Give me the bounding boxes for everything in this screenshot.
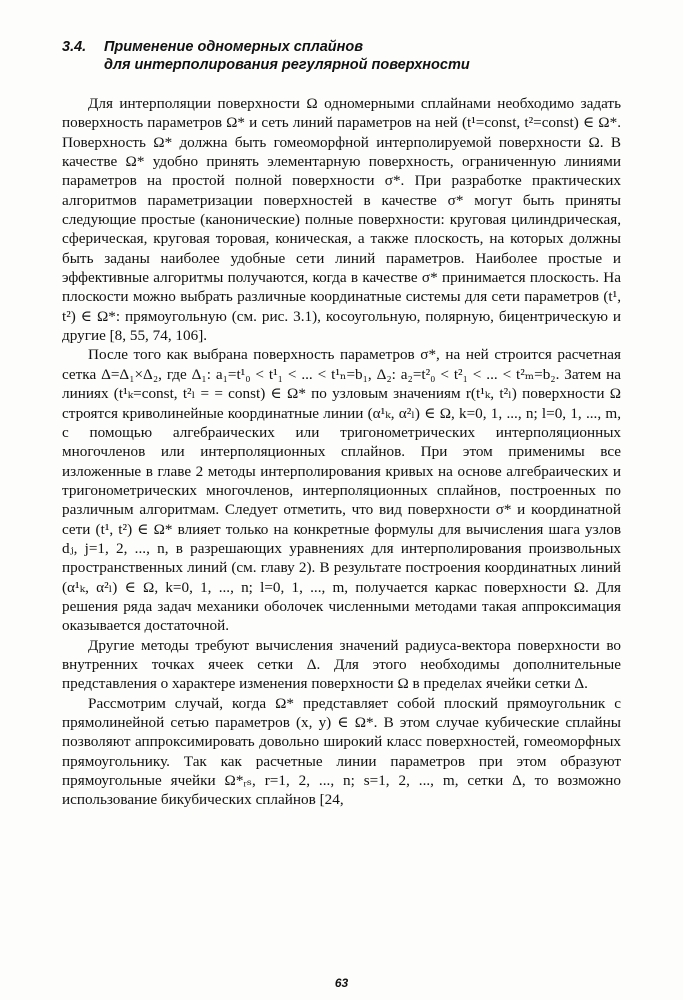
- paragraph-3: Другие методы требуют вычисления значений радиуса-вектора поверхности во внутренних точках ячеек сетки Δ. Для этого необходимы дополнительные представления о характере изменения поверхности Ω в пределах ячейки сетки Δ.: [62, 636, 621, 693]
- body-text: [62, 94, 621, 810]
- section-heading: [62, 38, 642, 74]
- paragraph-4: Рассмотрим случай, когда Ω* представляет собой плоский прямоугольник с прямолинейной сетью параметров (x, y) ∈ Ω*. В этом случае кубические сплайны позволяют аппроксимировать довольно широкий класс поверхностей, гомеоморфных прямоугольнику. Так как расчетные линии параметров при этом образуют прямоугольные ячейки Ω*ᵣₛ, r=1, 2, ..., n; s=1, 2, ..., m, сетки Δ, то возможно использование бикубических сплайнов [24,: [62, 694, 621, 809]
- section-title-line-2: для интерполирования регулярной поверхности: [104, 57, 470, 73]
- section-title-line-1: Применение одномерных сплайнов: [104, 39, 364, 55]
- paragraph-1: Для интерполяции поверхности Ω одномерными сплайнами необходимо задать поверхность параметров Ω* и сеть линий параметров на ней (t¹=const, t²=const) ∈ Ω*. Поверхность Ω* должна быть гомеоморфной интерполируемой поверхности Ω. В качестве Ω* удобно принять элементарную поверхность, ограниченную линиями параметров на простой полной поверхности σ*. При разработке практических алгоритмов параметризации поверхностей в качестве σ* могут быть приняты следующие простые (канонические) полные поверхности: круговая цилиндрическая, сферическая, круговая торовая, коническая, а также плоскость, на которых должны быть заданы наиболее удобные сети линий параметров. Наиболее простые и эффективные алгоритмы получаются, когда в качестве σ* принимается плоскость. На плоскости можно выбрать различные координатные системы для сети параметров (t¹, t²) ∈ Ω*: прямоугольную (см. рис. 3.1), косоугольную, полярную, бицентрическую и другие [8, 55, 74, 106].: [62, 95, 621, 345]
- section-number: 3.4.: [62, 39, 87, 55]
- page-number: 63: [334, 976, 349, 990]
- paragraph-2: После того как выбрана поверхность параметров σ*, на ней строится расчетная сетка Δ=Δ₁×Δ₂, где Δ₁: a₁=t¹₀ < t¹₁ < ... < t¹ₙ=b₁, Δ₂: a₂=t²₀ < t²₁ < ... < t²ₘ=b₂. Затем на линиях (t¹ₖ=const, t²ₗ = = const) ∈ Ω* по узловым значениям r(t¹ₖ, t²ₗ) поверхности Ω строятся криволинейные координатные линии (α¹ₖ, α²ₗ) ∈ Ω, k=0, 1, ..., n; l=0, 1, ..., m, с помощью алгебраических или тригонометрических интерполяционных многочленов или интерполяционных сплайнов. При этом применимы все изложенные в главе 2 методы интерполирования кривых на основе алгебраических и тригонометрических многочленов, интерполяционных сплайнов, построенных по различным алгоритмам. Следует отметить, что вид поверхности σ* и координатной сети (t¹, t²) ∈ Ω* влияет только на конкретные формулы для вычисления шага узлов dⱼ, j=1, 2, ..., n, в разрешающих уравнениях для интерполирования произвольных пространственных линий (см. главу 2). В результате построения координатных линий (α¹ₖ, α²ₗ) ∈ Ω, k=0, 1, ..., n; l=0, 1, ..., m, получается каркас поверхности Ω. Для решения ряда задач механики оболочек численными методами такая аппроксимация оказывается достаточной.: [62, 346, 621, 635]
